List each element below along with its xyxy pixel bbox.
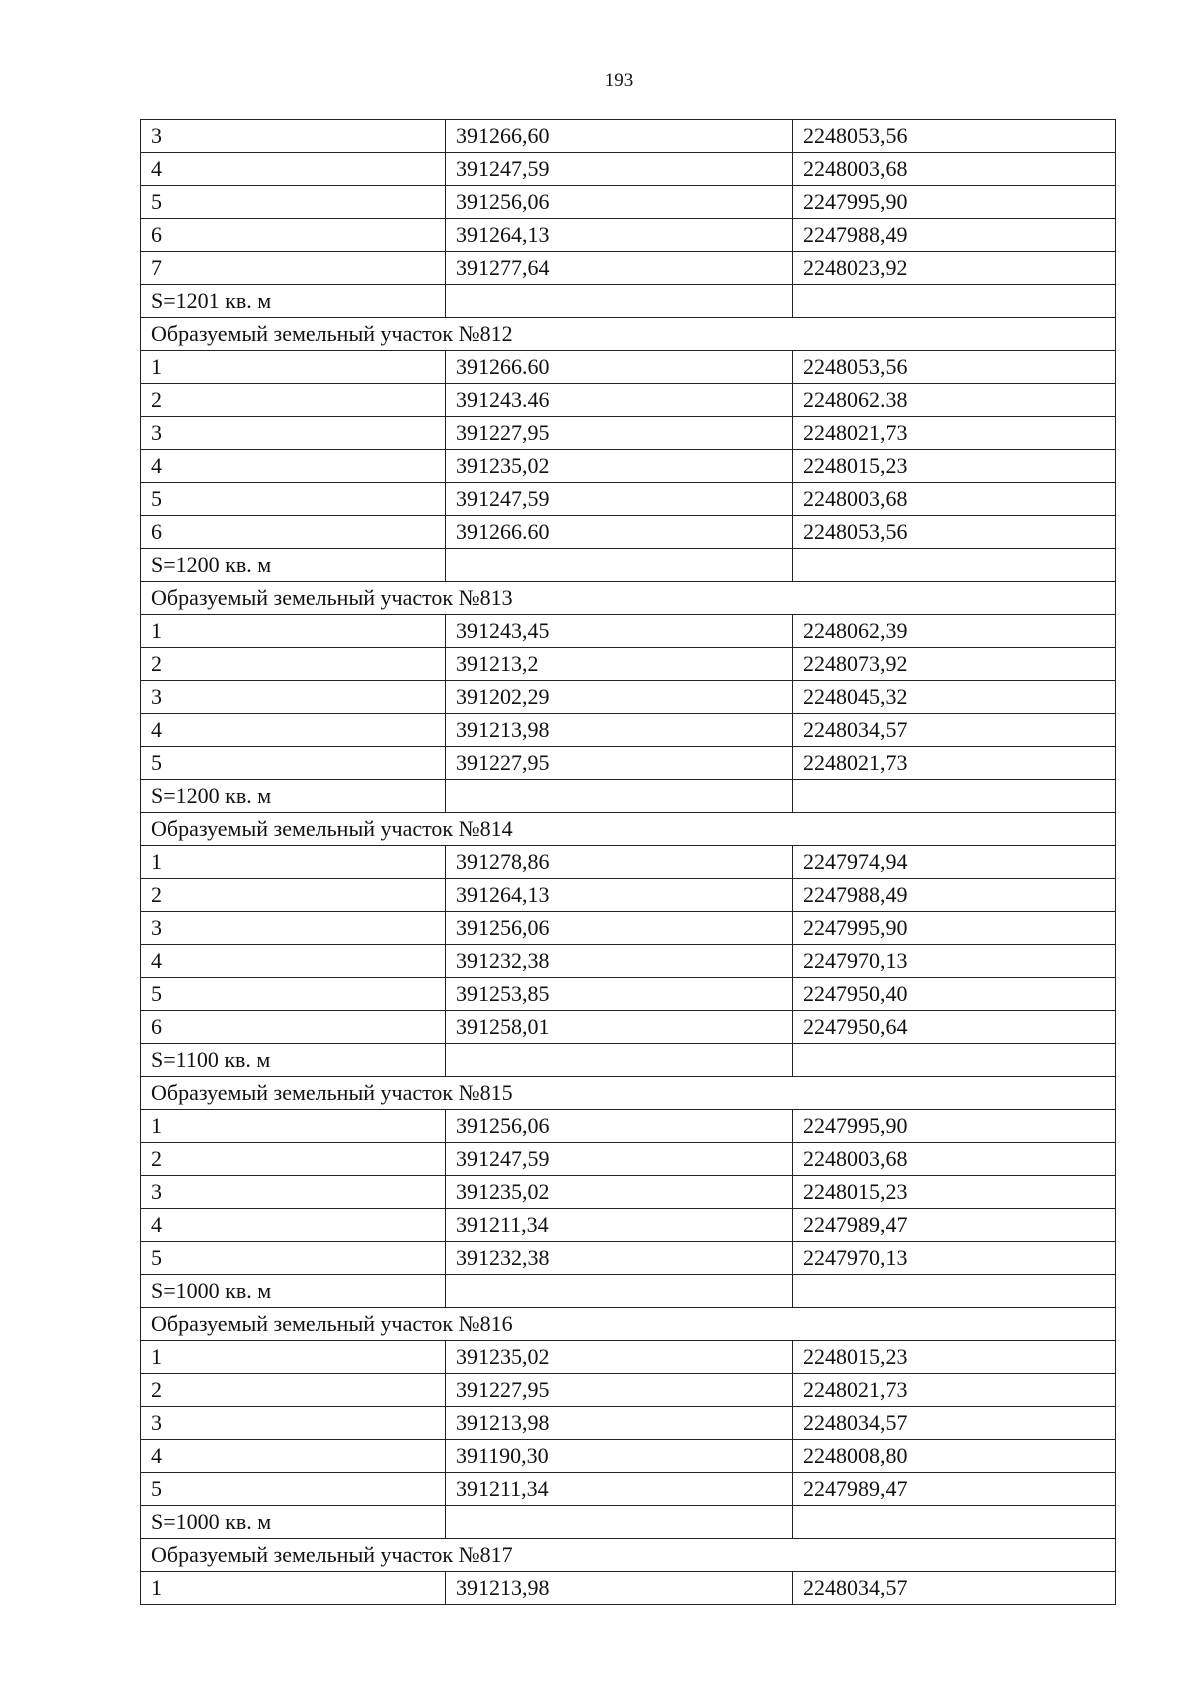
point-number-cell: 4: [141, 945, 446, 978]
x-coordinate-cell: 391202,29: [446, 681, 793, 714]
coordinates-table: [140, 119, 1116, 1605]
table-row: [141, 648, 1116, 681]
empty-cell: [446, 285, 793, 318]
empty-cell: [793, 1044, 1116, 1077]
table-row: [141, 1242, 1116, 1275]
point-number-cell: 3: [141, 1407, 446, 1440]
table-row: [141, 1341, 1116, 1374]
plot-header-cell: Образуемый земельный участок №813: [141, 582, 1116, 615]
point-number-cell: 2: [141, 1374, 446, 1407]
plot-header-row: [141, 582, 1116, 615]
plot-header-cell: Образуемый земельный участок №816: [141, 1308, 1116, 1341]
x-coordinate-cell: 391213,98: [446, 1572, 793, 1605]
y-coordinate-cell: 2248062.38: [793, 384, 1116, 417]
table-row: [141, 1176, 1116, 1209]
x-coordinate-cell: 391247,59: [446, 1143, 793, 1176]
table-row: [141, 1143, 1116, 1176]
y-coordinate-cell: 2248003,68: [793, 1143, 1116, 1176]
table-row: [141, 483, 1116, 516]
point-number-cell: 1: [141, 1341, 446, 1374]
table-row: [141, 681, 1116, 714]
x-coordinate-cell: 391235,02: [446, 1341, 793, 1374]
point-number-cell: 4: [141, 1209, 446, 1242]
empty-cell: [446, 1506, 793, 1539]
table-row: [141, 1473, 1116, 1506]
point-number-cell: 3: [141, 912, 446, 945]
x-coordinate-cell: 391227,95: [446, 417, 793, 450]
x-coordinate-cell: 391266.60: [446, 516, 793, 549]
x-coordinate-cell: 391235,02: [446, 450, 793, 483]
y-coordinate-cell: 2248053,56: [793, 516, 1116, 549]
point-number-cell: 3: [141, 120, 446, 153]
x-coordinate-cell: 391227,95: [446, 1374, 793, 1407]
y-coordinate-cell: 2247995,90: [793, 912, 1116, 945]
y-coordinate-cell: 2248003,68: [793, 483, 1116, 516]
plot-header-row: [141, 318, 1116, 351]
point-number-cell: 6: [141, 1011, 446, 1044]
point-number-cell: 1: [141, 1110, 446, 1143]
point-number-cell: 5: [141, 1242, 446, 1275]
y-coordinate-cell: 2248053,56: [793, 351, 1116, 384]
area-cell: S=1200 кв. м: [141, 549, 446, 582]
x-coordinate-cell: 391264,13: [446, 879, 793, 912]
table-row: [141, 153, 1116, 186]
plot-header-cell: Образуемый земельный участок №817: [141, 1539, 1116, 1572]
x-coordinate-cell: 391253,85: [446, 978, 793, 1011]
point-number-cell: 5: [141, 186, 446, 219]
x-coordinate-cell: 391278,86: [446, 846, 793, 879]
point-number-cell: 4: [141, 450, 446, 483]
y-coordinate-cell: 2248023,92: [793, 252, 1116, 285]
x-coordinate-cell: 391256,06: [446, 186, 793, 219]
empty-cell: [793, 1275, 1116, 1308]
table-row: [141, 1440, 1116, 1473]
x-coordinate-cell: 391213,98: [446, 714, 793, 747]
empty-cell: [446, 780, 793, 813]
point-number-cell: 7: [141, 252, 446, 285]
y-coordinate-cell: 2248034,57: [793, 1407, 1116, 1440]
point-number-cell: 5: [141, 483, 446, 516]
y-coordinate-cell: 2248021,73: [793, 1374, 1116, 1407]
y-coordinate-cell: 2247995,90: [793, 1110, 1116, 1143]
plot-header-row: [141, 1077, 1116, 1110]
area-cell: S=1000 кв. м: [141, 1506, 446, 1539]
area-cell: S=1000 кв. м: [141, 1275, 446, 1308]
area-row: [141, 780, 1116, 813]
x-coordinate-cell: 391258,01: [446, 1011, 793, 1044]
table-row: [141, 1572, 1116, 1605]
plot-header-row: [141, 1539, 1116, 1572]
y-coordinate-cell: 2248062,39: [793, 615, 1116, 648]
y-coordinate-cell: 2248034,57: [793, 1572, 1116, 1605]
point-number-cell: 5: [141, 978, 446, 1011]
y-coordinate-cell: 2248008,80: [793, 1440, 1116, 1473]
x-coordinate-cell: 391213,2: [446, 648, 793, 681]
x-coordinate-cell: 391256,06: [446, 1110, 793, 1143]
y-coordinate-cell: 2247988,49: [793, 879, 1116, 912]
x-coordinate-cell: 391247,59: [446, 483, 793, 516]
empty-cell: [446, 549, 793, 582]
empty-cell: [793, 1506, 1116, 1539]
x-coordinate-cell: 391211,34: [446, 1473, 793, 1506]
y-coordinate-cell: 2247988,49: [793, 219, 1116, 252]
plot-header-row: [141, 813, 1116, 846]
y-coordinate-cell: 2247950,64: [793, 1011, 1116, 1044]
empty-cell: [446, 1275, 793, 1308]
empty-cell: [793, 549, 1116, 582]
point-number-cell: 4: [141, 153, 446, 186]
y-coordinate-cell: 2248003,68: [793, 153, 1116, 186]
y-coordinate-cell: 2247970,13: [793, 945, 1116, 978]
x-coordinate-cell: 391227,95: [446, 747, 793, 780]
area-row: [141, 549, 1116, 582]
x-coordinate-cell: 391266.60: [446, 351, 793, 384]
point-number-cell: 5: [141, 747, 446, 780]
y-coordinate-cell: 2247974,94: [793, 846, 1116, 879]
area-cell: S=1200 кв. м: [141, 780, 446, 813]
y-coordinate-cell: 2247989,47: [793, 1209, 1116, 1242]
point-number-cell: 6: [141, 516, 446, 549]
table-row: [141, 450, 1116, 483]
table-row: [141, 417, 1116, 450]
y-coordinate-cell: 2248021,73: [793, 747, 1116, 780]
y-coordinate-cell: 2247989,47: [793, 1473, 1116, 1506]
x-coordinate-cell: 391235,02: [446, 1176, 793, 1209]
point-number-cell: 2: [141, 384, 446, 417]
area-cell: S=1100 кв. м: [141, 1044, 446, 1077]
x-coordinate-cell: 391264,13: [446, 219, 793, 252]
coordinates-table-body: [141, 120, 1116, 1605]
x-coordinate-cell: 391243.46: [446, 384, 793, 417]
table-row: [141, 714, 1116, 747]
area-row: [141, 1506, 1116, 1539]
point-number-cell: 3: [141, 417, 446, 450]
plot-header-cell: Образуемый земельный участок №814: [141, 813, 1116, 846]
table-row: [141, 945, 1116, 978]
table-row: [141, 1011, 1116, 1044]
table-row: [141, 912, 1116, 945]
y-coordinate-cell: 2248015,23: [793, 450, 1116, 483]
table-row: [141, 615, 1116, 648]
y-coordinate-cell: 2247995,90: [793, 186, 1116, 219]
point-number-cell: 6: [141, 219, 446, 252]
point-number-cell: 4: [141, 714, 446, 747]
y-coordinate-cell: 2248015,23: [793, 1176, 1116, 1209]
x-coordinate-cell: 391277,64: [446, 252, 793, 285]
area-row: [141, 1275, 1116, 1308]
x-coordinate-cell: 391256,06: [446, 912, 793, 945]
y-coordinate-cell: 2248073,92: [793, 648, 1116, 681]
x-coordinate-cell: 391247,59: [446, 153, 793, 186]
point-number-cell: 2: [141, 648, 446, 681]
x-coordinate-cell: 391190,30: [446, 1440, 793, 1473]
page-number: 193: [604, 70, 634, 91]
table-row: [141, 252, 1116, 285]
area-row: [141, 285, 1116, 318]
point-number-cell: 5: [141, 1473, 446, 1506]
point-number-cell: 4: [141, 1440, 446, 1473]
y-coordinate-cell: 2248045,32: [793, 681, 1116, 714]
table-row: [141, 219, 1116, 252]
point-number-cell: 1: [141, 846, 446, 879]
x-coordinate-cell: 391211,34: [446, 1209, 793, 1242]
table-row: [141, 978, 1116, 1011]
y-coordinate-cell: 2248034,57: [793, 714, 1116, 747]
y-coordinate-cell: 2248015,23: [793, 1341, 1116, 1374]
y-coordinate-cell: 2247970,13: [793, 1242, 1116, 1275]
point-number-cell: 1: [141, 1572, 446, 1605]
point-number-cell: 2: [141, 1143, 446, 1176]
area-cell: S=1201 кв. м: [141, 285, 446, 318]
table-row: [141, 516, 1116, 549]
x-coordinate-cell: 391232,38: [446, 945, 793, 978]
point-number-cell: 2: [141, 879, 446, 912]
empty-cell: [793, 780, 1116, 813]
x-coordinate-cell: 391232,38: [446, 1242, 793, 1275]
table-row: [141, 747, 1116, 780]
x-coordinate-cell: 391243,45: [446, 615, 793, 648]
table-row: [141, 1374, 1116, 1407]
x-coordinate-cell: 391266,60: [446, 120, 793, 153]
table-row: [141, 1209, 1116, 1242]
point-number-cell: 1: [141, 615, 446, 648]
empty-cell: [793, 285, 1116, 318]
table-row: [141, 879, 1116, 912]
table-row: [141, 186, 1116, 219]
empty-cell: [446, 1044, 793, 1077]
table-row: [141, 120, 1116, 153]
y-coordinate-cell: 2248053,56: [793, 120, 1116, 153]
table-row: [141, 1407, 1116, 1440]
y-coordinate-cell: 2248021,73: [793, 417, 1116, 450]
point-number-cell: 3: [141, 681, 446, 714]
x-coordinate-cell: 391213,98: [446, 1407, 793, 1440]
plot-header-row: [141, 1308, 1116, 1341]
point-number-cell: 3: [141, 1176, 446, 1209]
area-row: [141, 1044, 1116, 1077]
plot-header-cell: Образуемый земельный участок №812: [141, 318, 1116, 351]
table-row: [141, 1110, 1116, 1143]
table-row: [141, 351, 1116, 384]
table-row: [141, 384, 1116, 417]
point-number-cell: 1: [141, 351, 446, 384]
table-row: [141, 846, 1116, 879]
plot-header-cell: Образуемый земельный участок №815: [141, 1077, 1116, 1110]
y-coordinate-cell: 2247950,40: [793, 978, 1116, 1011]
